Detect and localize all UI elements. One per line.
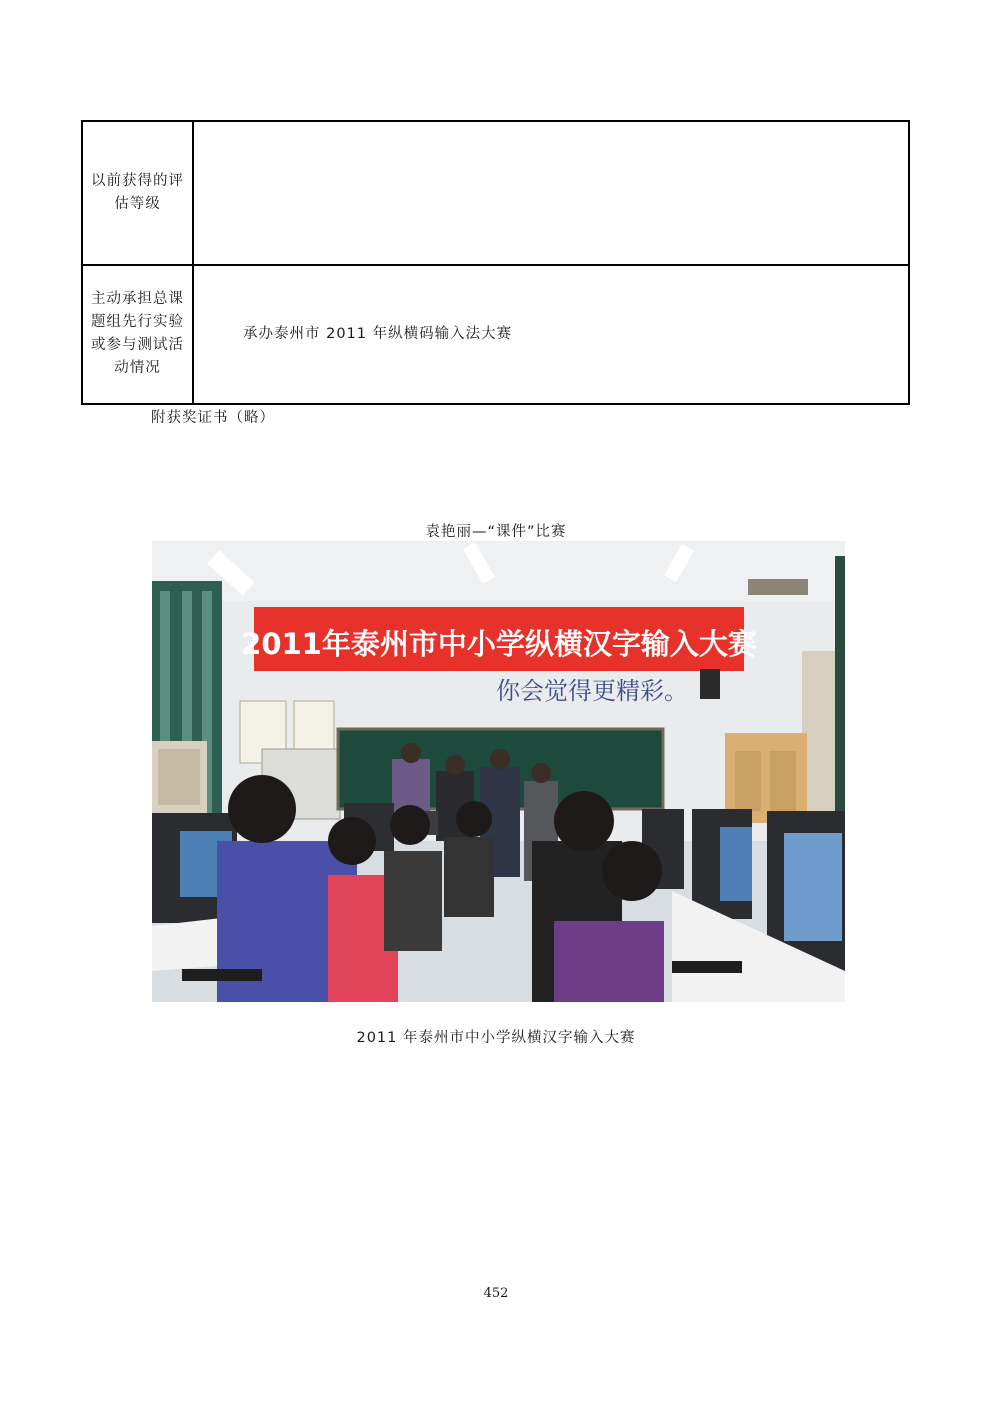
- photo-caption-top: 袁艳丽—“课件”比赛: [425, 524, 567, 540]
- row-label-activities: 主动承担总课题组先行实验或参与测试活动情况: [91, 290, 184, 376]
- table-row: [83, 264, 908, 403]
- row-value-activities: 承办泰州市 2011 年纵横码输入法大赛: [243, 326, 513, 342]
- page-number: 452: [483, 1286, 509, 1301]
- photo-caption-bottom: 2011 年泰州市中小学纵横汉字输入大赛: [356, 1030, 636, 1046]
- certificate-note: 附获奖证书（略）: [151, 410, 275, 426]
- info-table: [81, 120, 910, 405]
- table-row: [83, 122, 908, 266]
- row-label-previous-rating: 以前获得的评估等级: [91, 173, 184, 212]
- classroom-photo: [152, 541, 845, 1002]
- wall-slogan-text: 你会觉得更精彩。: [496, 677, 688, 705]
- banner-text: 2011年泰州市中小学纵横汉字输入大赛: [241, 627, 757, 661]
